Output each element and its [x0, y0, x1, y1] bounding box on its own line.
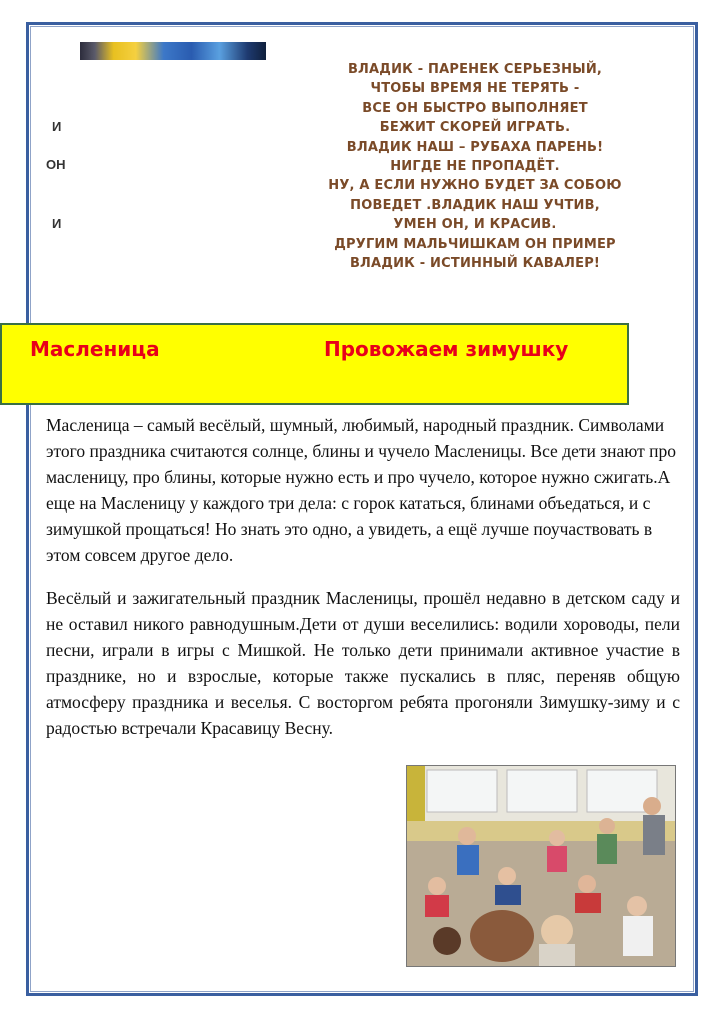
poem-line: БЕЖИТ СКОРЕЙ ИГРАТЬ.	[379, 120, 571, 136]
poem-block	[290, 60, 660, 273]
poem-left-word-2: ОН	[46, 157, 66, 172]
poem-line: ПОВЕДЕТ .ВЛАДИК НАШ УЧТИВ,	[350, 197, 600, 213]
poem-line: ВСЕ ОН БЫСТРО ВЫПОЛНЯЕТ	[362, 100, 588, 116]
title-banner	[0, 323, 629, 405]
poem-line: ВЛАДИК - ПАРЕНЕК СЕРЬЕЗНЫЙ,	[347, 62, 603, 77]
article-paragraph-2: Весёлый и зажигательный праздник Масленицы, прошёл недавно в детском саду и не оставил никого равнодушным.Дети от души веселились: водили хороводы, пели песни, играли в игры с Мишкой. Не только дети принимали активное участие в празднике, но и взрослые, которые также пускались в пляс, переняв общую атмосферу праздника и веселья. С восторгом ребята прогоняли Зимушку-зиму и с радостью встречали Красавицу Весну.	[46, 588, 680, 738]
article-paragraph-1: Масленица – самый весёлый, шумный, любимый, народный праздник. Символами этого праздника считаются солнце, блины и чучело Масленицы. Все дети знают про масленицу, про блины, которые нужно есть и про чучело, которое нужно сжигать.А еще на Масленицу у каждого три дела: с горок кататься, блинами объедаться, и с зимушкой прощаться! Но знать это одно, а увидеть, а ещё лучше поучаствовать в этом совсем другое дело.	[46, 415, 677, 565]
children-celebration-photo	[406, 765, 676, 967]
poem-line: ВЛАДИК - ИСТИННЫЙ КАВАЛЕР!	[349, 256, 601, 272]
poem-line: ВЛАДИК НАШ – РУБАХА ПАРЕНЬ!	[346, 139, 604, 155]
poem-left-word-1: И	[52, 119, 62, 134]
banner-title-left: Масленица	[30, 337, 160, 361]
poem-line: НУ, А ЕСЛИ НУЖНО БУДЕТ ЗА СОБОЮ	[328, 178, 622, 194]
poem-line: ДРУГИМ МАЛЬЧИШКАМ ОН ПРИМЕР	[334, 236, 616, 252]
poem-line: ЧТОБЫ ВРЕМЯ НЕ ТЕРЯТЬ -	[370, 81, 580, 97]
poem-line: УМЕН ОН, И КРАСИВ.	[393, 217, 557, 233]
top-photo-fragment	[80, 42, 266, 60]
poem-line: НИГДЕ НЕ ПРОПАДЁТ.	[390, 159, 560, 175]
banner-title-right: Провожаем зимушку	[324, 337, 569, 361]
poem-left-word-3: И	[52, 216, 62, 231]
